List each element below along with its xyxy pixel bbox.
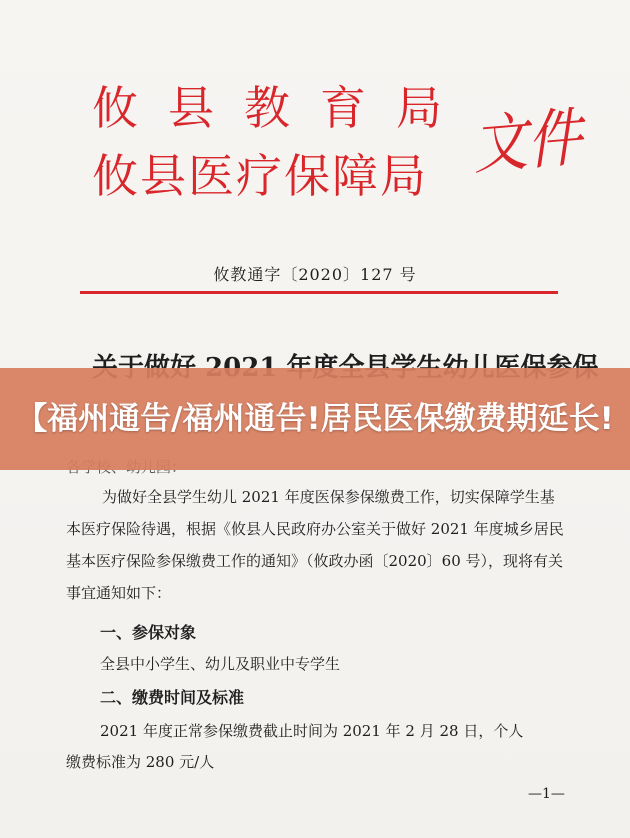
page-number: —1— <box>528 786 565 802</box>
document-number: 攸教通字〔2020〕127 号 <box>213 265 417 284</box>
headline-banner-text: 【福州通告/福州通告!居民医保缴费期延长! <box>16 401 614 437</box>
section-1-heading: 一、参保对象 <box>100 623 197 642</box>
red-divider <box>80 291 558 294</box>
intro-paragraph-text: 为做好全县学生幼儿 2021 年度医保参保缴费工作，切实保障学生基本医疗保险待遇，根据《攸县人民政府办公室关于做好 2021 年度城乡居民基本医疗保险参保缴费工作的通知》（攸政办函〔2020〕60 号），现将有关事宜通知如下： <box>66 488 564 602</box>
document-seal-wenjian: 文件 <box>470 101 584 184</box>
issuer-line-1: 攸县教育局 <box>92 81 472 135</box>
issuer-line-2: 攸县医疗保障局 <box>92 149 428 203</box>
intro-paragraph <box>66 481 566 609</box>
section-2-text-line-2: 缴费标准为 280 元/人 <box>66 753 215 771</box>
section-2-text-line-1: 2021 年度正常参保缴费截止时间为 2021 年 2 月 28 日，个人 <box>100 722 524 740</box>
section-2-heading: 二、缴费时间及标准 <box>100 688 245 707</box>
headline-banner <box>0 368 630 470</box>
section-1-text: 全县中小学生、幼儿及职业中专学生 <box>100 655 341 673</box>
